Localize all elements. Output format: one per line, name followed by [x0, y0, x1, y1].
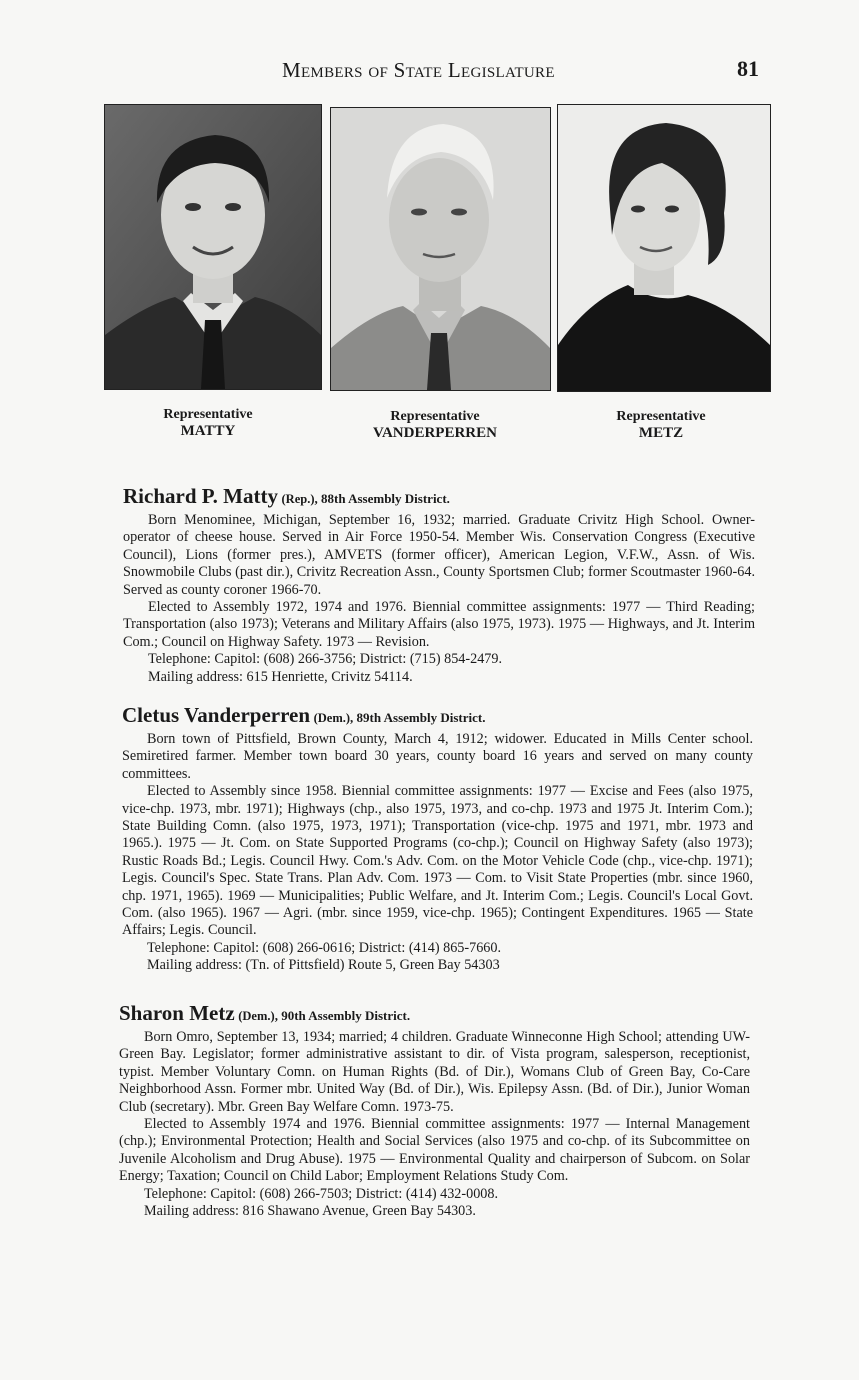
- caption-title: Representative: [390, 409, 480, 424]
- portrait-photo-vanderperren: [330, 107, 551, 391]
- bio-heading: [122, 704, 753, 729]
- bio-district: , 90th Assembly District.: [274, 1008, 411, 1023]
- bio-elected: Elected to Assembly 1972, 1974 and 1976. Biennial committee assignments: 1977 — Third Reading; Transportation (also 1973); Veterans and Military Affairs (also 1975, 1973). 1975 — Highways, and Jt. Interim Com.; Council on Highway Safety. 1973 — Revision.: [123, 599, 755, 650]
- bio-mailing-address: Mailing address: 816 Shawano Avenue, Green Bay 54303.: [144, 1203, 476, 1220]
- bio-mailing-address: Mailing address: 615 Henriette, Crivitz 54114.: [148, 668, 413, 685]
- caption-name: METZ: [638, 425, 684, 441]
- bio-elected: Elected to Assembly since 1958. Biennial committee assignments: 1977 — Excise and Fees (also 1975, vice-chp. 1973, mbr. 1971); Highways (chp., also 1975, 1973, and co-chp. 1973 and 1975 Jt. Interim Com.); State Building Comn. (also 1975, 1973, 1971); Transportation (vice-chp. 1975 and 1971, mbr. 1973 and 1965.). 1975 — Jt. Com. on State Supported Programs (co-chp.); Council on Highway Safety (also 1973); Rustic Roads Bd.; Legis. Council Hwy. Com.'s Adv. Com. on the Motor Vehicle Code (chp., vice-chp. 1971); Legis. Council's Spec. State Trans. Plan Adv. Com. 1973 — Com. to Visit State Properties (mbr. since 1960, chp. 1971, 1965). 1969 — Municipalities; Public Welfare, and Jt. Interim Com.; Legis. Council's Local Govt. Com. (also 1965). 1967 — Agri. (mbr. since 1959, vice-chp. 1965); Contingent Expenditures. 1965 — State Affairs; Legis. Council.: [122, 783, 753, 939]
- portrait-photo-matty: [104, 104, 322, 390]
- running-header: [0, 58, 859, 86]
- bio-party: (Dem.): [238, 1009, 275, 1023]
- running-title: [282, 58, 555, 83]
- bio-name: Cletus Vanderperren: [122, 703, 311, 727]
- bio-mailing-address: Mailing address: (Tn. of Pittsfield) Route 5, Green Bay 54303: [147, 957, 500, 974]
- page-number: 81: [737, 56, 759, 81]
- caption-title: Representative: [163, 407, 253, 422]
- bio-name: Sharon Metz: [119, 1001, 235, 1025]
- running-title-text: Members of State Legislature: [282, 58, 555, 82]
- photo-caption-metz: [561, 408, 761, 442]
- caption-title: Representative: [616, 409, 706, 424]
- photo-caption-vanderperren: [335, 408, 535, 442]
- bio-background: Born town of Pittsfield, Brown County, March 4, 1912; widower. Educated in Mills Center school. Semiretired farmer. Member town board 30 years, county board 16 years and served on many county committees.: [122, 731, 753, 782]
- bio-telephone: Telephone: Capitol: (608) 266-7503; District: (414) 432-0008.: [144, 1185, 499, 1202]
- photo-caption-matty: [108, 406, 308, 440]
- biography-vanderperren: [122, 704, 753, 975]
- biography-metz: [119, 1002, 750, 1220]
- bio-background: Born Omro, September 13, 1934; married; 4 children. Graduate Winneconne High School; attending UW-Green Bay. Legislator; former administrative assistant to dir. of Vista program, salesperson, receptionist, typist. Member Voluntary Comn. on Human Rights (Bd. of Dir.), Womans Club of Green Bay, Co-Care Neighborhood Assn. Former mbr. United Way (Bd. of Dir.), Wis. Epilepsy Assn. (Bd. of Dir.), Junior Woman Club (secretary). Mbr. Green Bay Welfare Comn. 1973-75.: [119, 1029, 750, 1115]
- bio-district: , 88th Assembly District.: [314, 491, 450, 506]
- bio-telephone: Telephone: Capitol: (608) 266-0616; District: (414) 865-7660.: [147, 939, 502, 956]
- bio-telephone: Telephone: Capitol: (608) 266-3756; District: (715) 854-2479.: [148, 651, 503, 668]
- bio-background: Born Menominee, Michigan, September 16, 1932; married. Graduate Crivitz High School. Owner-operator of cheese house. Served in Air Force 1950-54. Member Wis. Conservation Congress (Executive Council), Lions (former pres.), AMVETS (former officer), American Legion, V.F.W., Assn. of Wis. Snowmobile Clubs (past dir.), Crivitz Recreation Assn., County Sportsmen Club; former Scoutmaster 1960-64. Served as county coroner 1966-70.: [123, 512, 755, 598]
- bio-elected: Elected to Assembly 1974 and 1976. Biennial committee assignments: 1977 — Internal Management (chp.); Environmental Protection; Health and Social Services (also 1975 and co-chp. of its Subcommittee on Juvenile Alcoholism and Drug Abuse). 1975 — Environmental Quality and chairperson of Subcom. on Solar Energy; Taxation; Council on Child Labor; Employment Relations Study Com.: [119, 1116, 750, 1185]
- bio-party: (Rep.): [281, 492, 315, 506]
- portrait-photo-metz: [557, 104, 771, 392]
- biography-matty: [123, 485, 755, 686]
- bio-heading: [123, 485, 755, 510]
- portrait-image-vanderperren: [331, 108, 550, 390]
- caption-name: MATTY: [180, 423, 236, 439]
- portrait-image-matty: [105, 105, 321, 389]
- bio-district: , 89th Assembly District.: [350, 710, 486, 725]
- bio-name: Richard P. Matty: [123, 484, 278, 508]
- bio-heading: [119, 1002, 750, 1027]
- portrait-image-metz: [558, 105, 770, 391]
- caption-name: VANDERPERREN: [373, 425, 497, 441]
- bio-party: (Dem.): [313, 711, 351, 725]
